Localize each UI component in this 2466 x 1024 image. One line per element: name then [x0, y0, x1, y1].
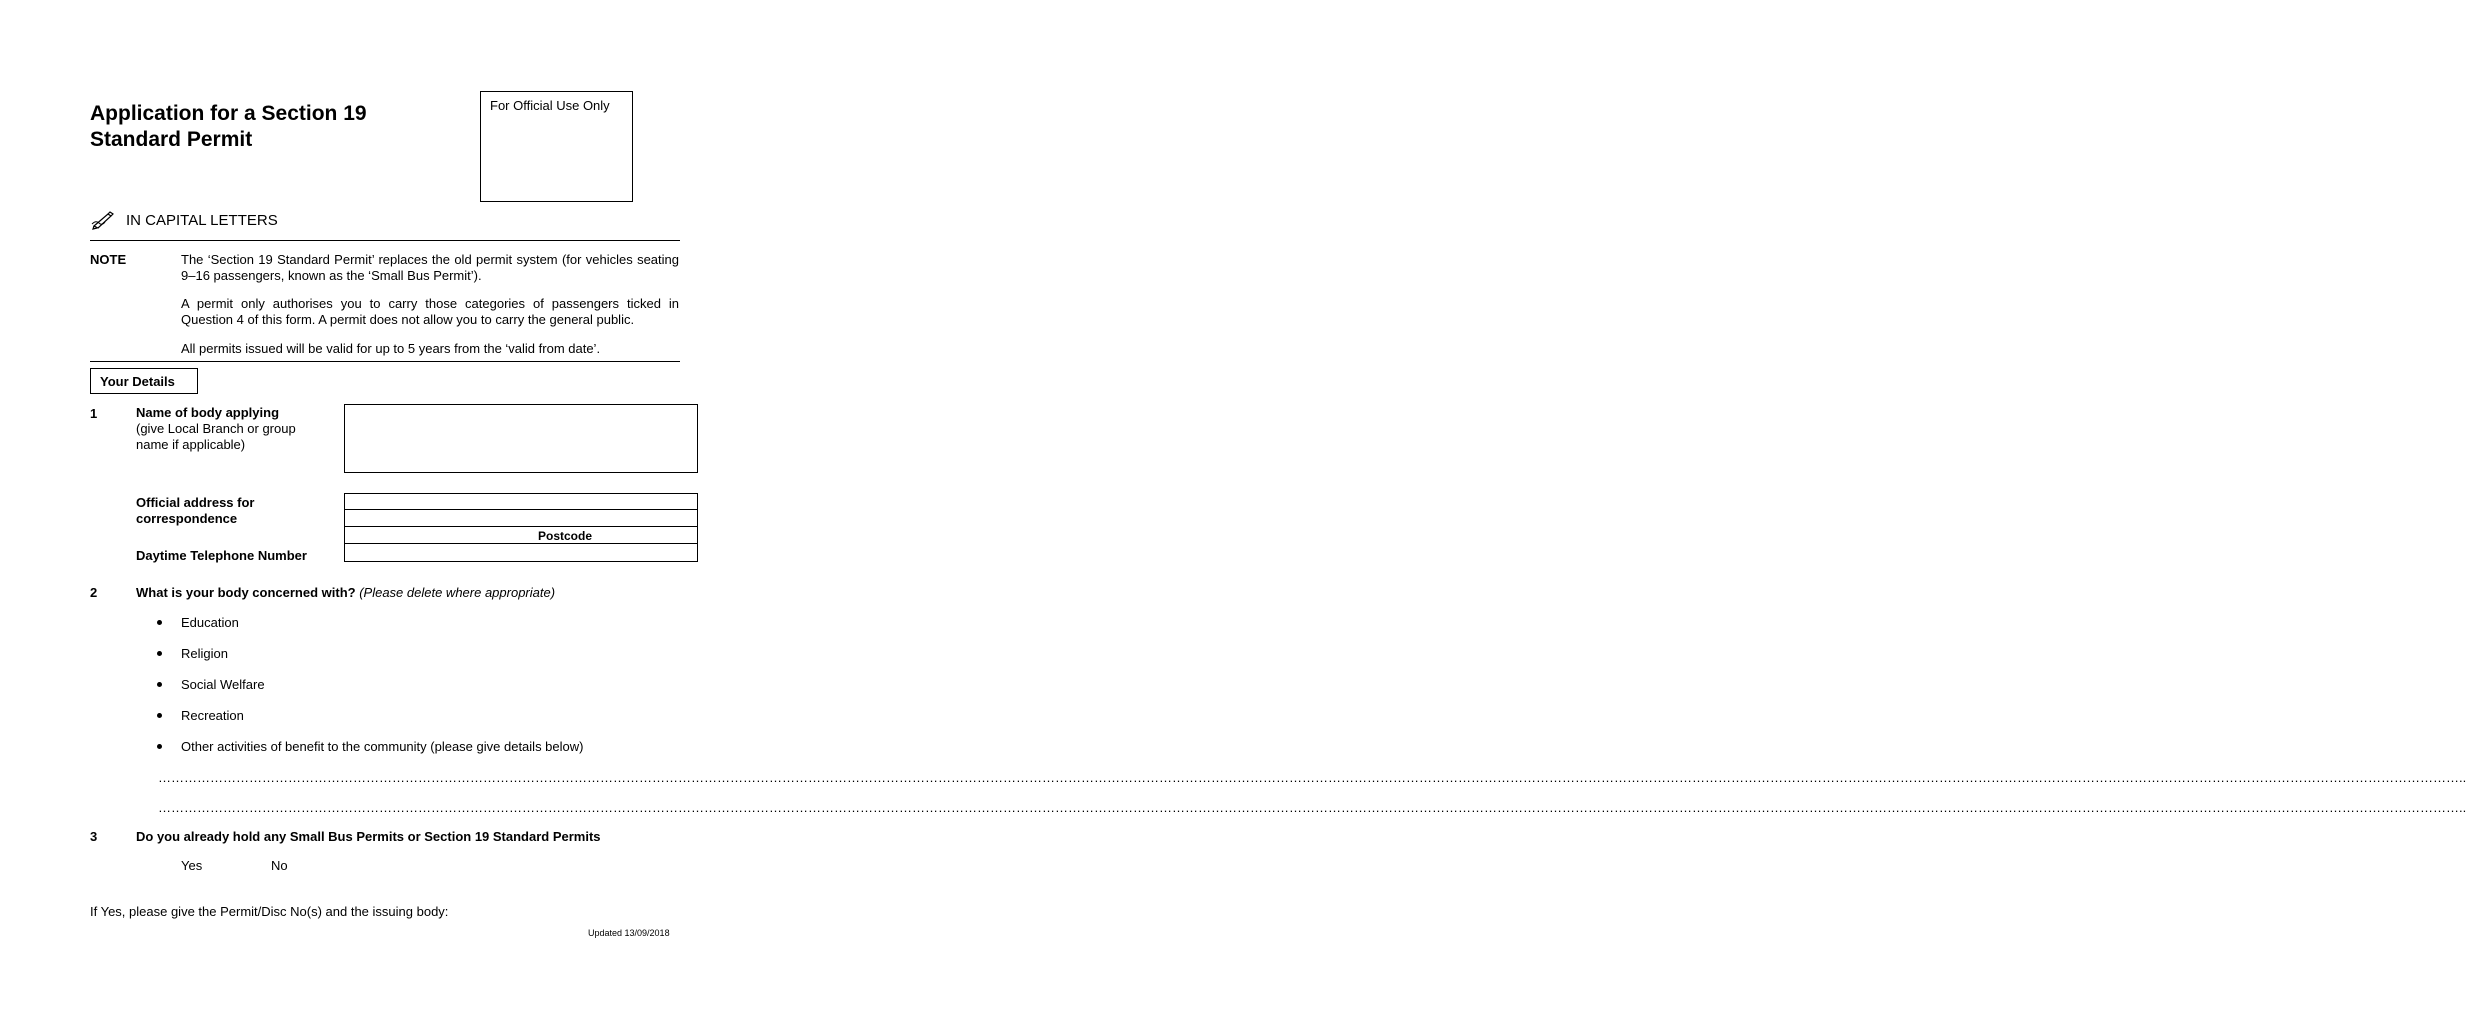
q2-hint: (Please delete where appropriate): [359, 585, 556, 600]
title-line-2: Standard Permit: [90, 128, 253, 151]
body-name-input[interactable]: [344, 404, 698, 473]
address-label-line2: correspondence: [136, 511, 238, 526]
option-label: Other activities of benefit to the community (please give details below): [181, 739, 584, 754]
question-number-1: 1: [90, 406, 98, 421]
question-number-3: 3: [90, 829, 98, 844]
question-number-2: 2: [90, 585, 98, 600]
bullet-icon: [157, 651, 162, 656]
q2-question: [136, 585, 555, 601]
note-paragraph-2: A permit only authorises you to carry those categories of passengers ticked in Question 4 of this form. A permit does not allow you to carry the general public.: [181, 296, 679, 327]
q3-yes-option[interactable]: Yes: [181, 858, 203, 873]
q3-no-option[interactable]: No: [271, 858, 288, 873]
q1-label-line3: name if applicable): [136, 437, 246, 452]
section-title: Your Details: [100, 373, 175, 389]
form-title: [90, 101, 367, 153]
address-line-2-input[interactable]: [344, 509, 698, 527]
details-line-2[interactable]: ………………………………………………………………………………………………………………………………………………………………………………………………………………………………………………………………………………………………………………………………………………………………………………………………………………………………………………………………………………………..: [158, 800, 2466, 815]
address-line-1-input[interactable]: [344, 493, 698, 510]
postcode-field[interactable]: [344, 526, 698, 544]
title-line-1: Application for a Section 19: [90, 102, 367, 125]
postcode-label: Postcode: [537, 529, 592, 543]
phone-label: Daytime Telephone Number: [136, 548, 307, 563]
note-label: NOTE: [90, 252, 127, 267]
official-use-label: For Official Use Only: [490, 98, 610, 113]
bullet-icon: [157, 744, 162, 749]
bullet-icon: [157, 620, 162, 625]
q1-label: [136, 405, 296, 453]
bullet-icon: [157, 713, 162, 718]
option-label: Social Welfare: [181, 677, 265, 692]
address-label-line1: Official address for: [136, 495, 255, 510]
option-recreation[interactable]: [157, 708, 244, 723]
bullet-icon: [157, 682, 162, 687]
official-use-box: [480, 91, 633, 202]
note-paragraph-3: All permits issued will be valid for up to 5 years from the ‘valid from date’.: [181, 341, 601, 356]
q1-label-bold: Name of body applying: [136, 405, 280, 420]
capital-letters-text: IN CAPITAL LETTERS: [126, 211, 278, 229]
option-other-activities[interactable]: [157, 739, 583, 754]
section-your-details: [90, 368, 198, 394]
option-education[interactable]: [157, 615, 239, 630]
option-label: Education: [181, 615, 239, 630]
details-line-1[interactable]: ………………………………………………………………………………………………………………………………………………………………………………………………………………………………………………………………………………………………………………………………………………………………………………………………………………………………………………………………………………………..: [158, 770, 2466, 785]
q2-question-text: What is your body concerned with?: [136, 585, 356, 600]
q3-follow-up: If Yes, please give the Permit/Disc No(s) and the issuing body:: [90, 904, 449, 919]
q1-label-line2: (give Local Branch or group: [136, 421, 296, 436]
phone-input[interactable]: [344, 543, 698, 562]
option-label: Recreation: [181, 708, 244, 723]
divider-note: [90, 361, 680, 362]
capital-letters-instruction: [90, 210, 278, 230]
q3-question: Do you already hold any Small Bus Permits or Section 19 Standard Permits: [136, 829, 601, 844]
option-social-welfare[interactable]: [157, 677, 265, 692]
option-label: Religion: [181, 646, 228, 661]
pen-writing-icon: [90, 210, 118, 230]
note-paragraph-1: The ‘Section 19 Standard Permit’ replaces the old permit system (for vehicles seating 9–16 passengers, known as the ‘Small Bus Permit’).: [181, 252, 679, 283]
updated-date: Updated 13/09/2018: [588, 928, 670, 938]
option-religion[interactable]: [157, 646, 228, 661]
divider-top: [90, 240, 680, 241]
address-label: [136, 495, 254, 527]
